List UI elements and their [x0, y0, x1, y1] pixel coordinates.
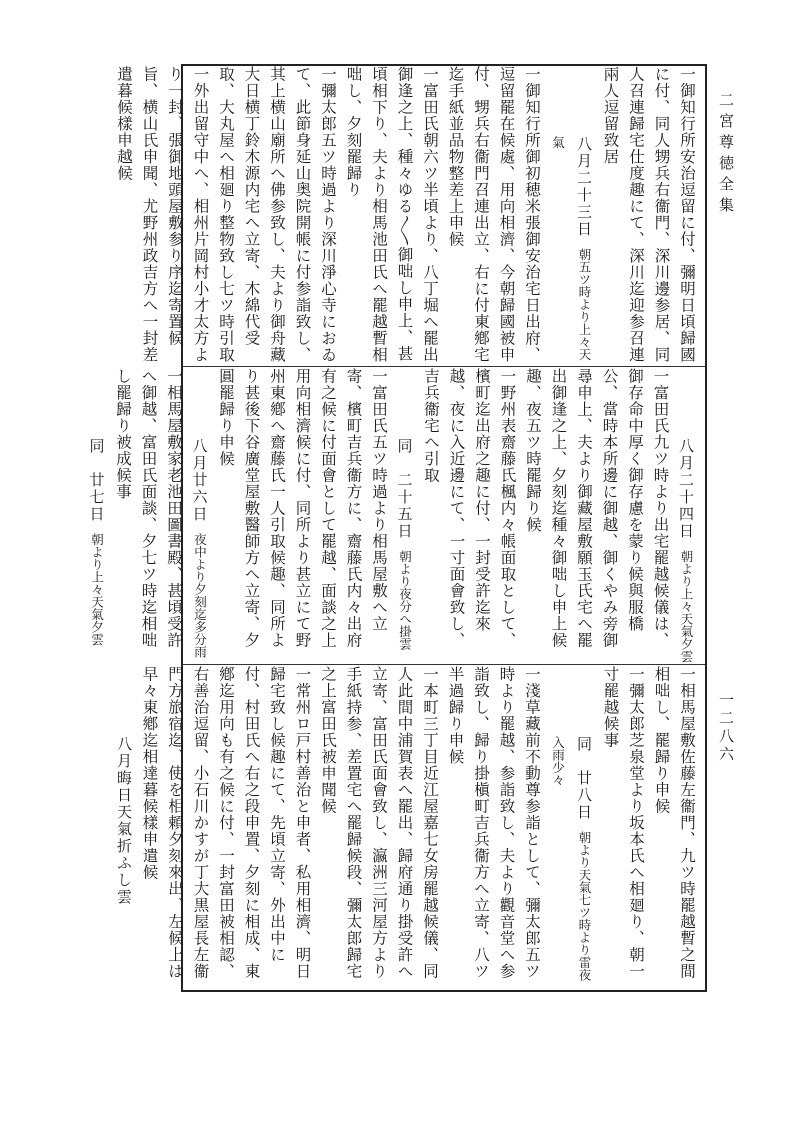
date-label: 八月晦日天氣折ふし雲: [115, 736, 133, 906]
diary-entry: 一御知行所安治逗留に付、彌明日頃歸國に付、同人甥兵右衞門、深川邊参居、同人召連歸宅仕度趣にて、深川迄迎参召連兩人逗留致居: [601, 66, 696, 363]
tier-middle-column: [83, 368, 699, 664]
page-number: 一二八六: [717, 692, 735, 764]
date-label: 同 廿七日: [87, 438, 106, 523]
weather-note: 朝より天氣七ツ時より雷夜入雨少々: [550, 736, 592, 981]
diary-entry: 一彌太郎芝泉堂より坂本氏へ相廻り、朝一寸罷越候事: [601, 666, 645, 980]
weather-note: 夜中より夕刻迄多分雨: [192, 533, 208, 658]
date-heading: [544, 66, 597, 366]
page-frame: [87, 64, 707, 992]
tier-middle: [87, 368, 705, 664]
tier-top: [115, 66, 705, 366]
diary-entry: 一富田氏朝六ツ半頃より、八丁堀へ罷出御逢之上、種々ゆる〳〵御咄し申上、甚頃相下り、夫より相馬池田氏へ罷越暫相咄し、夕刻罷歸り: [344, 66, 439, 363]
weather-note: 朝より上々天氣夕雲: [89, 533, 105, 646]
diary-entry: 一彌太郎五ツ時過より深川淨心寺におゐて、此節身延山奥院開帳に付参詣致し、其上横山廟所へ佛参致し、夫より御舟藏大日横丁鈴木源内宅へ立寄、木綿代受取、大丸屋へ相廻り整物致し七ツ時引取: [217, 66, 337, 363]
diary-entry: 一御知行所御初穂米張御安治宅日出府、逗留罷在候處、用向相濟、今朝歸國被申付、甥兵右衞門召連出立、右に付東鄕宅迄手紙並品物整差上申候: [446, 66, 541, 363]
tier-divider: [183, 366, 705, 367]
tier-divider: [183, 664, 705, 665]
diary-entry: 一相馬屋敷佐藤左衞門、九ツ時罷越暫之間相咄し、罷歸り申候: [652, 666, 696, 980]
weather-note: 朝より上々天氣夕雲: [679, 550, 694, 663]
diary-entry: 一相馬屋敷家老池田圖書殿、甚頃受許へ御越、富田氏面談、夕七ツ時迄相咄し罷歸り被成候事: [114, 368, 183, 649]
date-label: 八月二十三日: [575, 136, 593, 238]
weather-note: 朝五ツ時より上々天氣: [550, 136, 592, 361]
date-label: 同 廿八日: [575, 736, 593, 821]
diary-entry: 一富田氏五ツ時過より相馬屋敷へ立寄、檳町吉兵衞方に、齋藤氏内々出府有之候に付面會として罷越、面談之上用向相濟候に付、同所より甚立にて野州東鄕へ齋藤氏一人引取候趣、同所より甚後下谷廣堂屋敷醫師方へ立寄、夕圓罷歸り申候: [217, 368, 388, 649]
date-heading: [83, 368, 110, 664]
date-heading: [111, 666, 137, 992]
weather-note: 朝より夜分へ掛雲: [397, 550, 413, 650]
date-label: 八月廿六日: [190, 438, 209, 523]
date-label: 同 二十五日: [395, 438, 414, 540]
diary-entry: 一淺草藏前不動尊参詣として、彌太郎五ツ時より罷越、参詣致し、夫より觀音堂へ参詣致し、歸り掛槇町吉兵衞方へ立寄、八ツ半過歸り申候: [446, 666, 541, 980]
date-label: 八月二十四日: [677, 438, 695, 540]
diary-entry: 一本町三丁目近江屋嘉七女房罷越候儀、同人此間中浦賀表へ罷出、歸府通り掛受許へ立寄、富田氏面會致し、瀛洲三河屋方より手紙持参、差置宅へ罷歸候段、彌太郎歸宅之上富田氏被申聞候: [319, 666, 439, 980]
tier-bottom-column: [111, 666, 700, 992]
date-heading: [544, 666, 597, 992]
date-heading: [673, 368, 700, 664]
running-header: 二宮尊徳全集: [717, 92, 735, 218]
tier-bottom: [115, 666, 705, 992]
diary-entry: 一富田氏九ツ時より出宅罷越候儀は、御存命中厚く御存慮を蒙り候與服橋公、當時本所邊に御越、御くやみ旁御尋申上、夫より御藏屋敷願玉氏宅へ罷出御逢之上、夕刻迄種々御咄し申上候趣、夜五ツ時罷歸り候: [524, 368, 670, 649]
tier-top-column: [111, 66, 700, 366]
diary-entry: 一野州表齋藤氏楓内々帳面取として、檳町迄出府之趣に付、一封受許迄來越、夜に入近邊にて、一寸面會致し、吉兵衞宅へ引取: [422, 368, 517, 649]
date-heading: [391, 368, 418, 664]
diary-entry: 一外出留守中へ、相州片岡村小才太方より一封、張御地頭屋敷参り序迄寄置候旨、横山氏申聞、尤野州政吉方へ一封差遣暮候樣申越候: [115, 66, 210, 363]
date-heading: [186, 368, 213, 664]
diary-entry: 一常州ロ戸村善治と申者、私用相濟、明日歸宅致し候趣にて、先頃立寄、外出中に付、村田氏へ右之段申置、夕刻に相成、東鄕迄用向も有之候に付、一封富田被相認、右善治逗留、小石川かすが丁大黒屋長左衞門方旅宿迄、使を相頼夕刻來出、左候上は早々東鄕迄相達暮候樣申遣候: [140, 666, 312, 980]
